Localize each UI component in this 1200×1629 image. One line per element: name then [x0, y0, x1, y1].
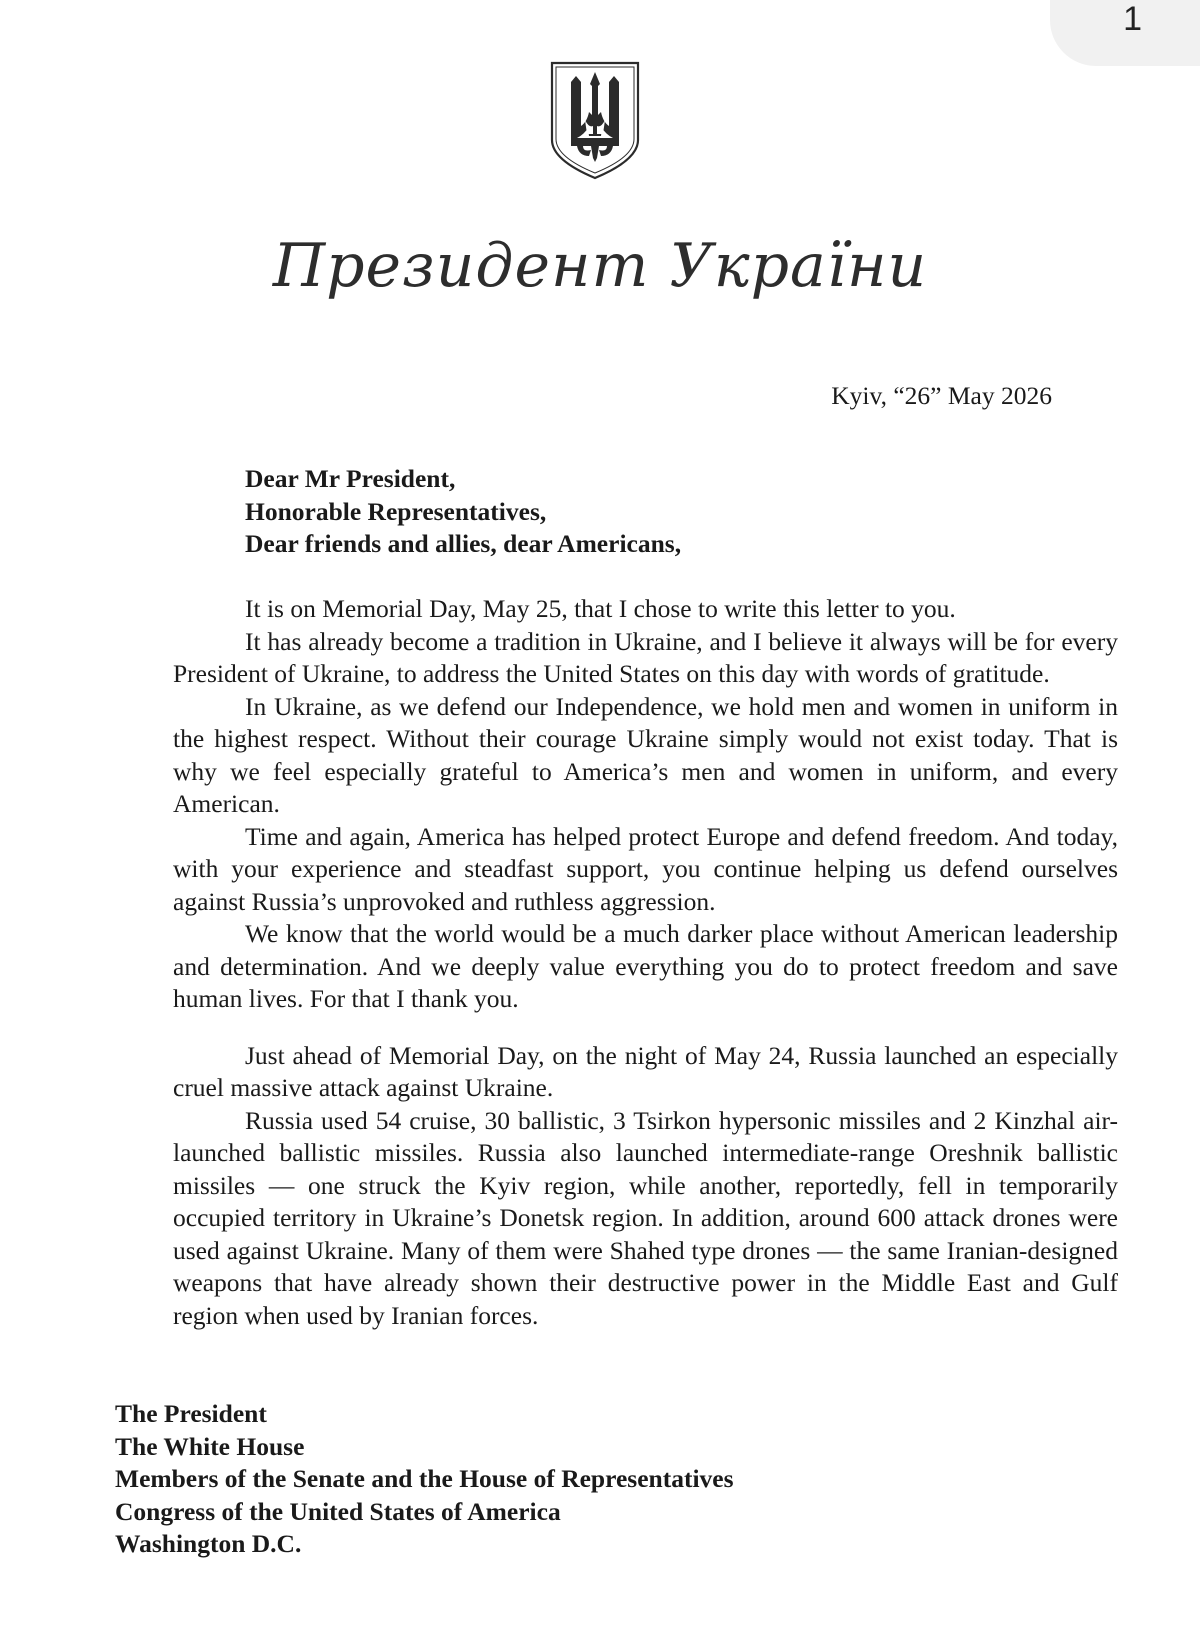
- date-line: Kyiv, “26” May 2026: [831, 381, 1052, 410]
- body-paragraph: Time and again, America has helped protect Europe and defend freedom. And today, with your experience and steadfast support, you continue helping us defend ourselves against Russia’s unprovoked and ruthless aggression.: [173, 821, 1118, 916]
- body-paragraph: It has already become a tradition in Ukraine, and I believe it always will be for every President of Ukraine, to address the United States on this day with words of gratitude.: [173, 626, 1118, 688]
- addressee-line: The President: [115, 1399, 267, 1428]
- addressee-line: Washington D.C.: [115, 1529, 302, 1558]
- addressee-line: Members of the Senate and the House of Representatives: [115, 1464, 734, 1493]
- page-number: 1: [1123, 0, 1142, 38]
- body-paragraph: It is on Memorial Day, May 25, that I chose to write this letter to you.: [245, 594, 956, 623]
- salutation-line: Dear friends and allies, dear Americans,: [245, 529, 682, 558]
- addressee-line: Congress of the United States of America: [115, 1496, 561, 1526]
- addressee-line: The White House: [115, 1431, 305, 1461]
- addressee-block: [115, 1398, 734, 1561]
- salutation: [245, 463, 681, 561]
- body-paragraph: In Ukraine, as we defend our Independence, we hold men and women in uniform in the highest respect. Without their courage Ukraine simply would not exist today. That is why we feel especially grateful to America’s men and women in uniform, and every American.: [173, 691, 1118, 818]
- body-paragraph: Russia used 54 cruise, 30 ballistic, 3 Tsirkon hypersonic missiles and 2 Kinzhal air-launched ballistic missiles. Russia also launched intermediate-range Oreshnik ballistic missiles — one struck the Kyiv region, while another, reportedly, fell in temporarily occupied territory in Ukraine’s Donetsk region. In addition, around 600 attack drones were used against Ukraine. Many of them were Shahed type drones — the same Iranian-designed weapons that have already shown their destructive power in the Middle East and Gulf region when used by Iranian forces.: [173, 1105, 1118, 1330]
- body-paragraph: Just ahead of Memorial Day, on the night of May 24, Russia launched an especially cruel massive attack against Ukraine.: [173, 1040, 1118, 1102]
- letterhead-title: Президент України: [272, 231, 928, 301]
- tryzub-coat-of-arms-icon: [549, 60, 641, 180]
- letter-body: [173, 593, 1118, 1332]
- body-paragraph: We know that the world would be a much darker place without American leadership and determination. And we deeply value everything you do to protect freedom and save human lives. For that I thank you.: [173, 919, 1118, 1013]
- salutation-line: Dear Mr President,: [245, 464, 456, 493]
- salutation-line: Honorable Representatives,: [245, 496, 547, 526]
